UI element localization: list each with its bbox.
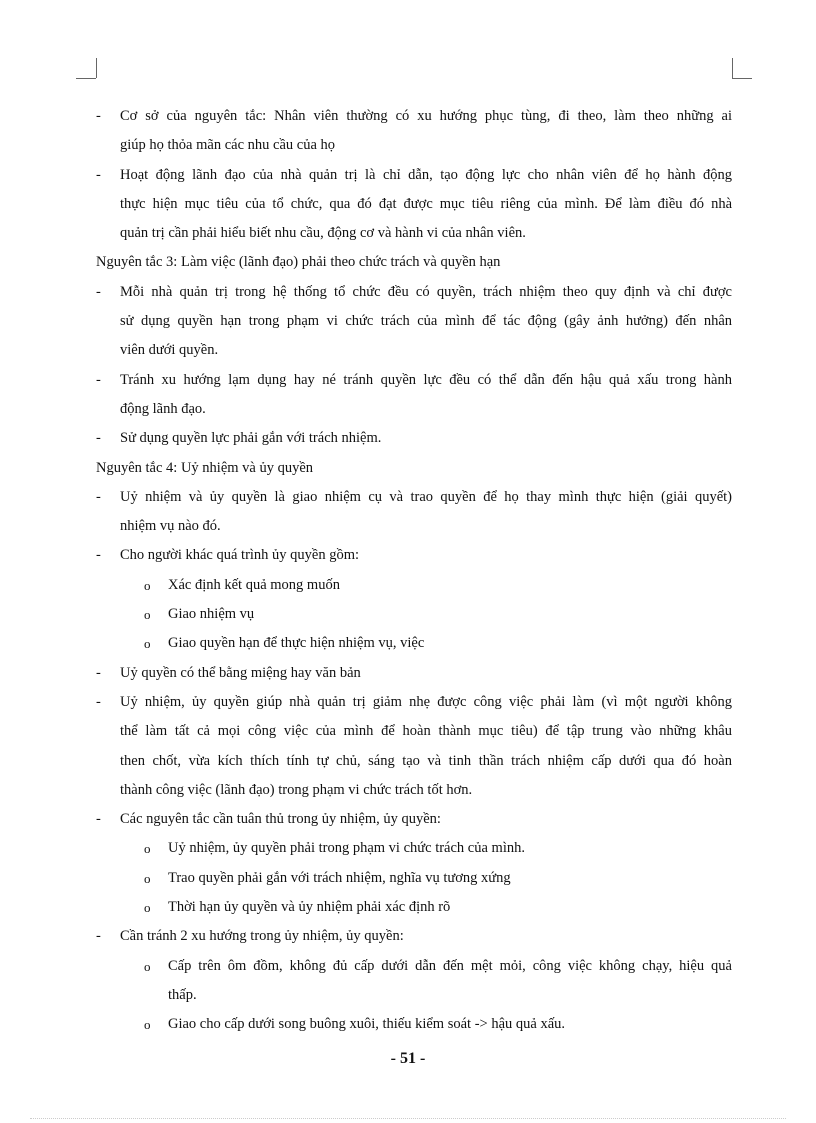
paragraph-text: Xác định kết quả mong muốn: [168, 576, 340, 593]
text-line: [96, 659, 732, 688]
text-line: [96, 952, 732, 981]
paragraph-text: Giao nhiệm vụ: [168, 606, 255, 623]
text-line: [96, 131, 732, 160]
paragraph-text: Sử dụng quyền lực phải gắn với trách nhiệm.: [120, 430, 382, 447]
bullet-marker: -: [96, 488, 101, 505]
text-line: [96, 483, 732, 512]
sub-bullet-marker: o: [144, 636, 151, 652]
paragraph-text: quản trị cần phải hiểu biết nhu cầu, động cơ và hành vi của nhân viên.: [120, 225, 526, 242]
text-line: [96, 512, 732, 541]
text-line: [96, 248, 732, 277]
text-line: [96, 454, 732, 483]
sub-bullet-marker: o: [144, 841, 151, 857]
paragraph-text: thực hiện mục tiêu của tổ chức, qua đó đạt được mục tiêu riêng của mình. Để làm điều đó nhà: [120, 195, 732, 212]
footer-rule: [30, 1118, 786, 1119]
text-line: [96, 717, 732, 746]
paragraph-text: then chốt, vừa kích thích tính tự chủ, sáng tạo và tinh thần trách nhiệm cấp dưới qua đó hoàn: [120, 752, 732, 769]
text-line: [96, 776, 732, 805]
paragraph-text: nhiệm vụ nào đó.: [120, 518, 221, 535]
paragraph-text: viên dưới quyền.: [120, 342, 219, 359]
text-line: [96, 893, 732, 922]
paragraph-text: Giao cho cấp dưới song buông xuôi, thiếu kiểm soát -> hậu quả xấu.: [168, 1016, 566, 1033]
text-line: [96, 688, 732, 717]
sub-bullet-marker: o: [144, 958, 151, 974]
text-line: [96, 336, 732, 365]
sub-bullet-marker: o: [144, 870, 151, 886]
sub-bullet-marker: o: [144, 577, 151, 593]
paragraph-text: Cần tránh 2 xu hướng trong ủy nhiệm, ủy quyền:: [120, 928, 404, 945]
bullet-marker: -: [96, 283, 101, 300]
sub-bullet-marker: o: [144, 1017, 151, 1033]
sub-bullet-marker: o: [144, 607, 151, 623]
document-page: [96, 102, 732, 1040]
text-line: [96, 102, 732, 131]
paragraph-text: Thời hạn ủy quyền và ủy nhiệm phải xác định rõ: [168, 899, 451, 916]
text-line: [96, 981, 732, 1010]
text-line: [96, 424, 732, 453]
paragraph-text: Tránh xu hướng lạm dụng hay né tránh quyền lực đều có thể dẫn đến hậu quả xấu trong hành: [120, 371, 732, 388]
text-line: [96, 864, 732, 893]
paragraph-text: thấp.: [168, 986, 197, 1003]
paragraph-text: giúp họ thỏa mãn các nhu cầu của họ: [120, 137, 336, 154]
paragraph-text: Cấp trên ôm đồm, không đủ cấp dưới dẫn đến mệt mỏi, công việc không chạy, hiệu quả: [168, 957, 732, 974]
text-line: [96, 1010, 732, 1039]
paragraph-text: Uỷ nhiệm, ủy quyền giúp nhà quản trị giảm nhẹ được công việc phải làm (vì một người không: [120, 693, 732, 710]
text-line: [96, 541, 732, 570]
section-heading: Nguyên tắc 4: Uỷ nhiệm và ủy quyền: [96, 459, 314, 476]
text-line: [96, 747, 732, 776]
bullet-marker: -: [96, 166, 101, 183]
paragraph-text: sử dụng quyền hạn trong phạm vi chức trách của mình để tác động (gây ảnh hưởng) đến nhân: [120, 313, 732, 330]
paragraph-text: Hoạt động lãnh đạo của nhà quản trị là chỉ dẫn, tạo động lực cho nhân viên để họ hành động: [120, 166, 732, 183]
bullet-marker: -: [96, 430, 101, 447]
crop-mark-top-right-h: [732, 78, 752, 79]
paragraph-text: Uỷ nhiệm và ủy quyền là giao nhiệm cụ và trao quyền để họ thay mình thực hiện (giải quyết): [120, 488, 732, 505]
paragraph-text: Cơ sở của nguyên tắc: Nhân viên thường có xu hướng phục tùng, đi theo, làm theo những ai: [120, 108, 732, 124]
bullet-marker: -: [96, 371, 101, 388]
bullet-marker: -: [96, 928, 101, 945]
bullet-marker: -: [96, 664, 101, 681]
bullet-marker: -: [96, 693, 101, 710]
text-line: [96, 629, 732, 658]
crop-mark-top-right-v: [732, 58, 733, 78]
crop-mark-top-left-v: [96, 58, 97, 78]
crop-mark-top-left-h: [76, 78, 96, 79]
text-line: [96, 190, 732, 219]
paragraph-text: Uỷ quyền có thể bằng miệng hay văn bản: [120, 664, 361, 681]
text-line: [96, 834, 732, 863]
text-line: [96, 366, 732, 395]
text-line: [96, 922, 732, 951]
paragraph-text: Giao quyền hạn để thực hiện nhiệm vụ, việc: [168, 635, 425, 652]
text-line: [96, 161, 732, 190]
text-line: [96, 805, 732, 834]
paragraph-text: Các nguyên tắc cần tuân thủ trong ủy nhiệm, ủy quyền:: [120, 811, 441, 828]
paragraph-text: Mỗi nhà quản trị trong hệ thống tổ chức đều có quyền, trách nhiệm theo quy định và chỉ được: [120, 283, 732, 300]
paragraph-text: Trao quyền phải gắn với trách nhiệm, nghĩa vụ tương xứng: [168, 869, 511, 886]
text-line: [96, 571, 732, 600]
paragraph-text: động lãnh đạo.: [120, 400, 206, 417]
paragraph-text: Uỷ nhiệm, ủy quyền phải trong phạm vi chức trách của mình.: [168, 840, 525, 857]
page-number: - 51 -: [390, 1050, 426, 1067]
bullet-marker: -: [96, 108, 101, 124]
section-heading: Nguyên tắc 3: Làm việc (lãnh đạo) phải theo chức trách và quyền hạn: [96, 254, 501, 271]
text-line: [96, 307, 732, 336]
paragraph-text: thành công việc (lãnh đạo) trong phạm vi chức trách tốt hơn.: [120, 781, 473, 798]
text-line: [96, 219, 732, 248]
text-line: [96, 395, 732, 424]
text-line: [96, 600, 732, 629]
bullet-marker: -: [96, 547, 101, 564]
text-line: [96, 278, 732, 307]
paragraph-text: Cho người khác quá trình ủy quyền gồm:: [120, 547, 360, 564]
sub-bullet-marker: o: [144, 900, 151, 916]
paragraph-text: thể làm tất cả mọi công việc của mình để hoàn thành mục tiêu) để tập trung vào những khâu: [120, 723, 732, 740]
bullet-marker: -: [96, 811, 101, 828]
